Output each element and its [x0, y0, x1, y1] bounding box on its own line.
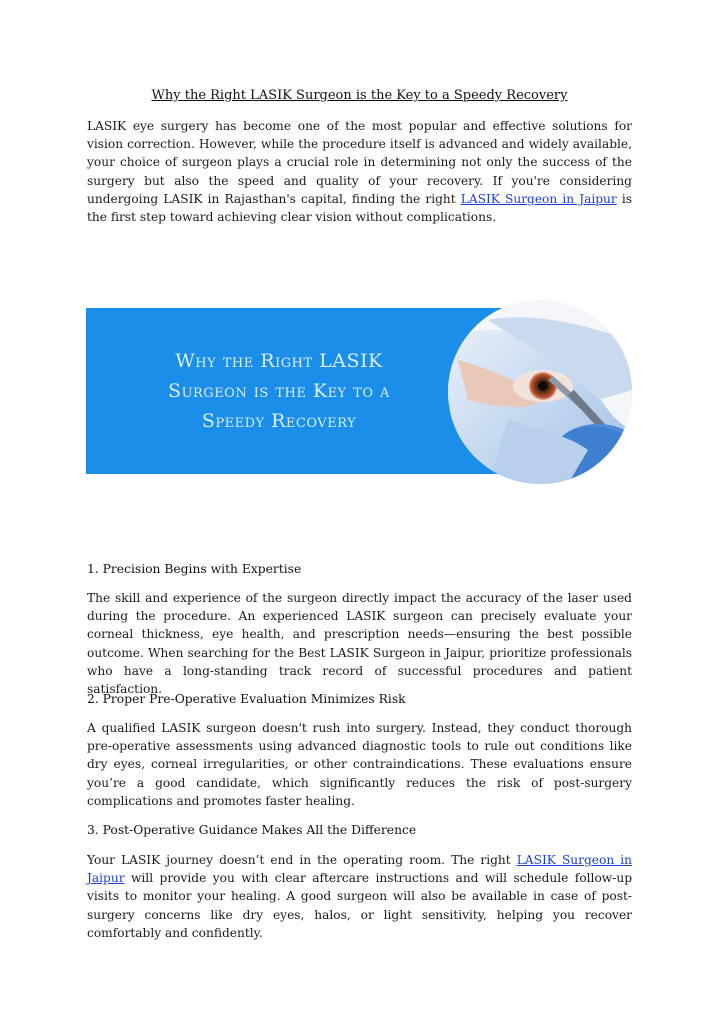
banner-line-3: Speedy Recovery — [201, 410, 357, 432]
section-1-body: The skill and experience of the surgeon directly impact the accuracy of the laser used during the procedure. An experienced LASIK surgeon can precisely evaluate your corneal thickness, eye health, and prescription needs—ensuring the best possible outcome. When searching for the Best LASIK Surgeon in Jaipur, prioritize professionals who have a long-standing track record of successful procedures and patient satisfaction. — [87, 591, 632, 697]
section-2-body: A qualified LASIK surgeon doesn't rush into surgery. Instead, they conduct thorough pre-operative assessments using advanced diagnostic tools to rule out conditions like dry eyes, corneal irregularities, or other contraindications. These evaluations ensure you’re a good candidate, which significantly reduces the risk of post-surgery complications and promotes faster healing. — [87, 721, 632, 808]
banner-line-2: Surgeon is the Key to a — [168, 380, 390, 402]
banner-title — [114, 346, 444, 436]
section-3-text-end: will provide you with clear aftercare instructions and will schedule follow-up visits to monitor your healing. A good surgeon will also be available in case of post-surgery concerns like dry eyes, halos, or light sensitivity, helping you recover comfortably and confidently. — [87, 871, 632, 940]
section-1-heading: 1. Precision Begins with Expertise — [87, 562, 302, 576]
intro-paragraph — [87, 117, 632, 226]
lasik-surgeon-jaipur-link-2[interactable]: LASIK Surgeon in Jaipur — [87, 853, 632, 886]
section-3-text-start: Your LASIK journey doesn’t end in the operating room. The right — [87, 853, 517, 867]
eye-surgery-photo — [448, 300, 632, 484]
eye-surgery-illustration — [448, 300, 632, 484]
lasik-surgeon-jaipur-link[interactable]: LASIK Surgeon in Jaipur — [460, 191, 617, 206]
section-3-body — [87, 851, 632, 942]
article-title: Why the Right LASIK Surgeon is the Key to a Speedy Recovery — [151, 88, 568, 103]
banner-line-1: Why the Right LASIK — [175, 350, 383, 372]
section-2-heading: 2. Proper Pre-Operative Evaluation Minimizes Risk — [87, 692, 406, 706]
intro-text-start: LASIK eye surgery has become one of the most popular and effective solutions for vision correction. However, while the procedure itself is advanced and widely available, your choice of surgeon plays a crucial role in determining not only the success of the surgery but also the speed and quality of your recovery. If you're considering undergoing LASIK in Rajasthan's capital, finding the right — [87, 119, 632, 206]
intro-text-end: is the first step toward achieving clear vision without complications. — [87, 191, 632, 225]
section-3-heading: 3. Post-Operative Guidance Makes All the Difference — [87, 823, 417, 837]
